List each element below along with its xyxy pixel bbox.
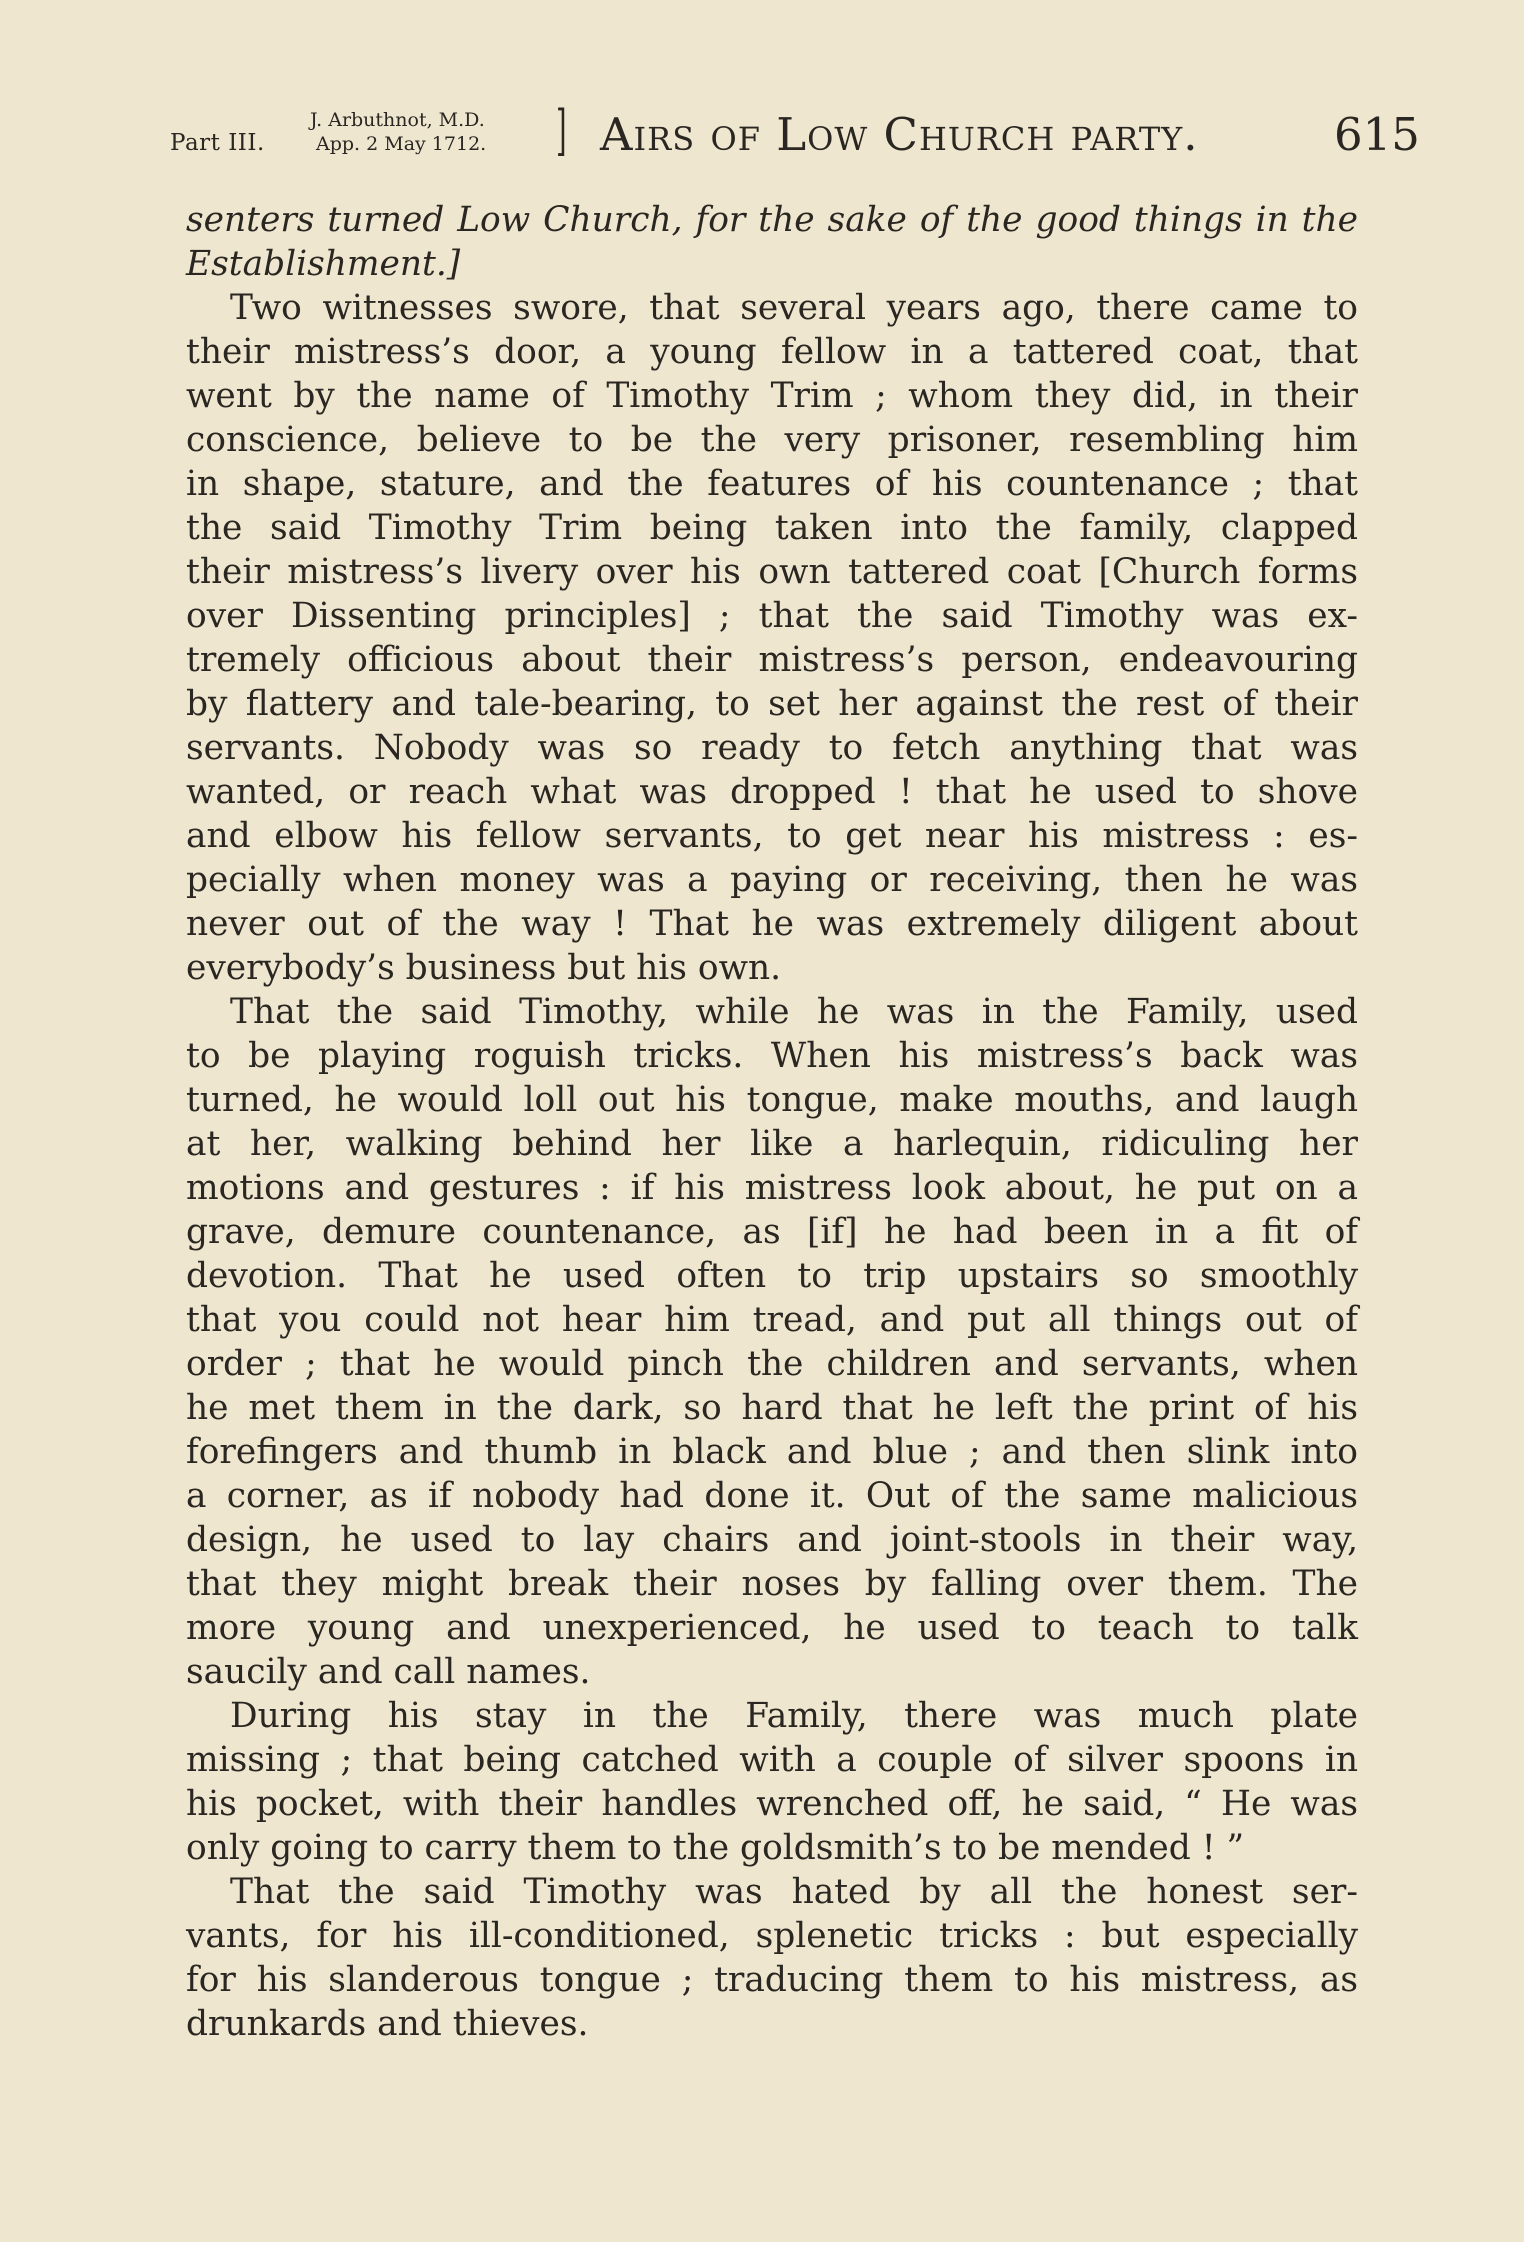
page-body <box>186 198 1358 2046</box>
text-line: That the said Timothy was hated by all the honest ser- <box>230 1872 1358 1912</box>
text-line: devotion. That he used often to trip upstairs so smoothly <box>186 1256 1358 1296</box>
text-line: their mistress’s livery over his own tattered coat [Church forms <box>186 552 1358 592</box>
text-line: forefingers and thumb in black and blue ; and then slink into <box>186 1432 1358 1472</box>
text-line: never out of the way ! That he was extremely diligent about <box>186 904 1358 944</box>
text-line: wanted, or reach what was dropped ! that he used to shove <box>186 772 1358 812</box>
text-line: a corner, as if nobody had done it. Out of the same malicious <box>186 1476 1358 1516</box>
text-line: servants. Nobody was so ready to fetch anything that was <box>186 728 1358 768</box>
text-line: grave, demure countenance, as [if] he had been in a fit of <box>186 1212 1358 1252</box>
text-line: for his slanderous tongue ; traducing them to his mistress, as <box>186 1960 1358 2000</box>
text-line: at her, walking behind her like a harlequin, ridiculing her <box>186 1124 1358 1164</box>
text-line: he met them in the dark, so hard that he left the print of his <box>186 1388 1358 1428</box>
text-line: design, he used to lay chairs and joint-stools in their way, <box>186 1520 1358 1560</box>
text-line: tremely officious about their mistress’s person, endeavouring <box>186 640 1358 680</box>
text-line: more young and unexperienced, he used to teach to talk <box>186 1608 1358 1648</box>
text-line: Establishment.] <box>186 244 461 284</box>
text-line: senters turned Low Church, for the sake of the good things in the <box>186 200 1358 240</box>
text-line: motions and gestures : if his mistress look about, he put on a <box>186 1168 1358 1208</box>
text-line: over Dissenting principles] ; that the said Timothy was ex- <box>186 596 1358 636</box>
header-part: Part III. <box>170 130 265 156</box>
text-line: that you could not hear him tread, and put all things out of <box>186 1300 1358 1340</box>
page-number: 615 <box>1334 108 1420 161</box>
text-line: pecially when money was a paying or receiving, then he was <box>186 860 1358 900</box>
text-line: turned, he would loll out his tongue, make mouths, and laugh <box>186 1080 1358 1120</box>
text-line: that they might break their noses by falling over them. The <box>186 1564 1358 1604</box>
text-line: conscience, believe to be the very prisoner, resembling him <box>186 420 1358 460</box>
header-attribution <box>310 108 486 156</box>
text-line: missing ; that being catched with a couple of silver spoons in <box>186 1740 1358 1780</box>
text-line: That the said Timothy, while he was in the Family, used <box>230 992 1358 1032</box>
text-line: order ; that he would pinch the children and servants, when <box>186 1344 1358 1384</box>
text-line: the said Timothy Trim being taken into the family, clapped <box>186 508 1358 548</box>
text-line: Two witnesses swore, that several years ago, there came to <box>230 288 1358 328</box>
text-line: only going to carry them to the goldsmith’s to be mended ! ” <box>186 1828 1245 1868</box>
header-author: J. Arbuthnot, M.D. <box>310 109 485 131</box>
text-line: went by the name of Timothy Trim ; whom they did, in their <box>186 376 1358 416</box>
text-line: vants, for his ill-conditioned, splenetic tricks : but especially <box>186 1916 1358 1956</box>
text-line: During his stay in the Family, there was much plate <box>230 1696 1358 1736</box>
text-line: to be playing roguish tricks. When his mistress’s back was <box>186 1036 1358 1076</box>
running-header <box>170 99 1420 164</box>
text-line: drunkards and thieves. <box>186 2004 589 2044</box>
text-line: in shape, stature, and the features of his countenance ; that <box>186 464 1358 504</box>
text-line: their mistress’s door, a young fellow in a tattered coat, that <box>186 332 1358 372</box>
text-line: saucily and call names. <box>186 1652 591 1692</box>
header-bracket: ] <box>556 99 567 162</box>
header-title: Airs of Low Church party. <box>600 108 1199 161</box>
text-line: by flattery and tale-bearing, to set her against the rest of their <box>186 684 1358 724</box>
text-line: and elbow his fellow servants, to get near his mistress : es- <box>186 816 1358 856</box>
text-line: everybody’s business but his own. <box>186 948 782 988</box>
text-line: his pocket, with their handles wrenched off, he said, “ He was <box>186 1784 1358 1824</box>
header-date: App. 2 May 1712. <box>316 133 487 155</box>
